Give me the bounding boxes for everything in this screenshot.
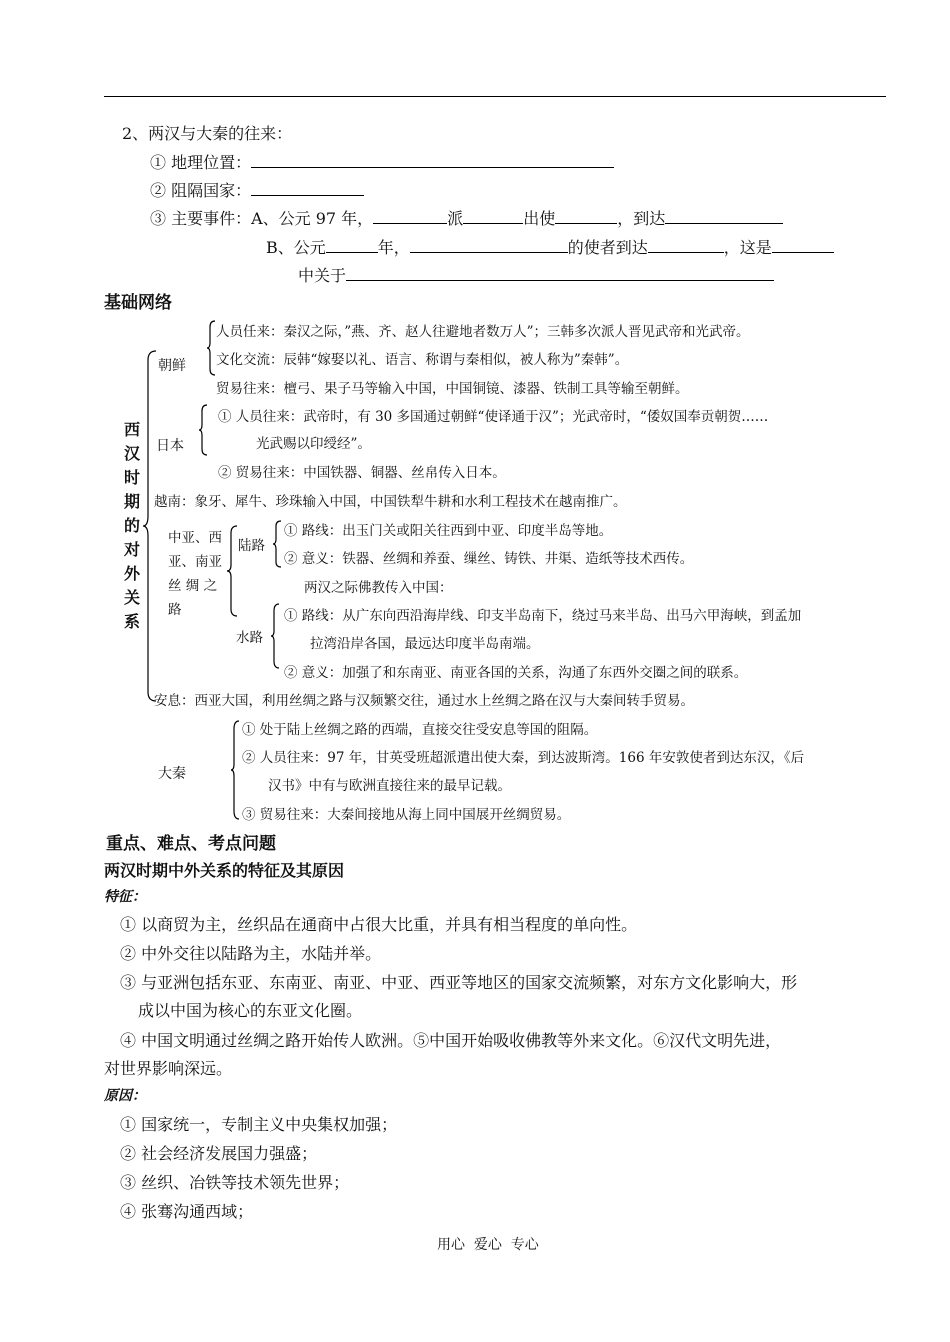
korea-culture: 文化交流：辰韩“嫁娶以礼、语言、称谓与秦相似，被人称为”秦韩”。	[216, 352, 629, 368]
daqin-item1: ① 处于陆上丝绸之路的西端，直接交往受安息等国的阻隔。	[242, 722, 598, 738]
korea-brace	[206, 320, 216, 376]
reason-2: ② 社会经济发展国力强盛；	[120, 1144, 318, 1163]
b-blank-3	[648, 237, 724, 253]
footer-text: 用心 爱心 专心	[437, 1237, 539, 1253]
daqin-label: 大秦	[158, 766, 186, 782]
sea-route-2: 拉湾沿岸各国，最远达印度半岛南端。	[310, 636, 540, 652]
silkroad-label-2: 亚、南亚	[168, 554, 222, 570]
feature-4-1: ④ 中国文明通过丝绸之路开始传人欧洲。⑤中国开始吸收佛教等外来文化。⑥汉代文明先进，	[120, 1031, 782, 1050]
land-route: ① 路线：出玉门关或阳关往西到中亚、印度半岛等地。	[284, 523, 613, 539]
a-blank-2	[463, 208, 523, 224]
vertical-title: 西汉时期的对外关系	[123, 420, 140, 631]
silkroad-label-4: 路	[168, 602, 182, 618]
sea-meaning: ② 意义：加强了和东南亚、南亚各国的关系，沟通了东西外交圈之间的联系。	[284, 665, 748, 681]
daqin-brace	[230, 720, 240, 820]
sea-route-1: ① 路线：从广东向西沿海岸线、印支半岛南下，绕过马来半岛、出马六甲海峡，到孟加	[284, 608, 802, 624]
feature-2: ② 中外交往以陆路为主，水陆并举。	[120, 944, 382, 963]
vietnam-text: 越南：象牙、犀牛、珍珠输入中国，中国铁犁牛耕和水利工程技术在越南推广。	[154, 494, 627, 510]
korea-label: 朝鲜	[158, 358, 186, 374]
a-blank-4	[665, 208, 783, 224]
network-heading: 基础网络	[104, 293, 172, 313]
b-blank-2	[410, 237, 568, 253]
daqin-item3: ③ 贸易往来：大秦间接地从海上同中国展开丝绸贸易。	[242, 807, 571, 823]
event-b-row	[266, 235, 834, 258]
b-nian: 年，	[377, 238, 410, 257]
japan-label: 日本	[156, 438, 184, 454]
keypoints-heading: 重点、难点、考点问题	[106, 834, 276, 854]
feature-4-2: 对世界影响深远。	[104, 1059, 233, 1078]
daqin-item2-1: ② 人员往来：97 年，甘英受班超派遣出使大秦，到达波斯湾。166 年安敦使者到达东汉，《后	[242, 750, 805, 766]
land-meaning: ② 意义：铁器、丝绸和养蚕、缫丝、铸铁、井渠、造纸等技术西传。	[284, 551, 694, 567]
japan-brace	[198, 404, 208, 456]
barrier-row	[150, 178, 364, 201]
land-brace	[272, 520, 282, 568]
main-brace	[142, 350, 158, 702]
b-daoda: 的使者到达	[567, 238, 648, 257]
a-blank-3	[555, 208, 617, 224]
b-zheshi: ，这是	[723, 238, 772, 257]
a-chushi: 出使	[523, 209, 556, 228]
japan-trade: ② 贸易往来：中国铁器、铜器、丝帛传入日本。	[218, 465, 506, 481]
korea-trade: 贸易往来：檀弓、果子马等输入中国，中国铜镜、漆器、铁制工具等输至朝鲜。	[216, 381, 689, 397]
feature-1: ① 以商贸为主，丝织品在通商中占很大比重，并具有相当程度的单向性。	[120, 915, 638, 934]
silkroad-label-3: 丝 绸 之	[168, 578, 218, 594]
silkroad-label-1: 中亚、西	[168, 530, 222, 546]
reason-4: ④ 张骞沟通西域；	[120, 1202, 254, 1221]
event-b-row2	[298, 263, 774, 286]
barrier-label: ② 阻隔国家：	[150, 181, 252, 200]
sea-brace	[270, 603, 280, 669]
japan-people-2: 光武赐以印绶经”。	[256, 436, 371, 452]
buddhism-text: 两汉之际佛教传入中国：	[304, 580, 453, 596]
b-blank-4	[772, 237, 834, 253]
top-rule	[104, 96, 886, 97]
barrier-blank	[251, 180, 364, 196]
a-blank-1	[373, 208, 447, 224]
sea-label: 水路	[236, 630, 263, 646]
b-zhongguanyu: 中关于	[298, 266, 347, 285]
reason-1: ① 国家统一，专制主义中央集权加强；	[120, 1115, 398, 1134]
land-label: 陆路	[238, 538, 265, 554]
geo-blank	[251, 152, 614, 168]
anxi-text: 安息：西亚大国，利用丝绸之路与汉频繁交往，通过水上丝绸之路在汉与大秦间转手贸易。	[154, 693, 694, 709]
a-pai: 派	[447, 209, 464, 228]
reasons-label: 原因：	[104, 1088, 146, 1104]
events-label: ③ 主要事件：A、公元 97 年，	[150, 209, 374, 228]
silkroad-brace	[226, 525, 238, 617]
a-daoda: ，到达	[617, 209, 666, 228]
event-a-row	[150, 206, 783, 229]
features-label: 特征：	[104, 889, 146, 905]
b-prefix: B、公元	[266, 238, 326, 257]
b-blank-5	[346, 265, 774, 281]
feature-3-2: 成以中国为核心的东亚文化圈。	[138, 1001, 363, 1020]
geo-row	[150, 150, 614, 173]
daqin-item2-2: 汉书》中有与欧洲直接往来的最早记载。	[268, 778, 511, 794]
keypoints-subheading: 两汉时期中外关系的特征及其原因	[104, 861, 345, 880]
b-blank-1	[326, 237, 378, 253]
section2-title: 2、两汉与大秦的往来：	[122, 124, 293, 143]
reason-3: ③ 丝织、冶铁等技术领先世界；	[120, 1173, 350, 1192]
geo-label: ① 地理位置：	[150, 153, 252, 172]
feature-3-1: ③ 与亚洲包括东亚、东南亚、南亚、中亚、西亚等地区的国家交流频繁，对东方文化影响大，形	[120, 973, 798, 992]
japan-people-1: ① 人员往来：武帝时，有 30 多国通过朝鲜“使译通于汉”；光武帝时，“倭奴国奉贡朝贺……	[218, 409, 769, 425]
korea-people: 人员任来：秦汉之际，”燕、齐、赵人往避地者数万人”；三韩多次派人晋见武帝和光武帝。	[216, 324, 750, 340]
